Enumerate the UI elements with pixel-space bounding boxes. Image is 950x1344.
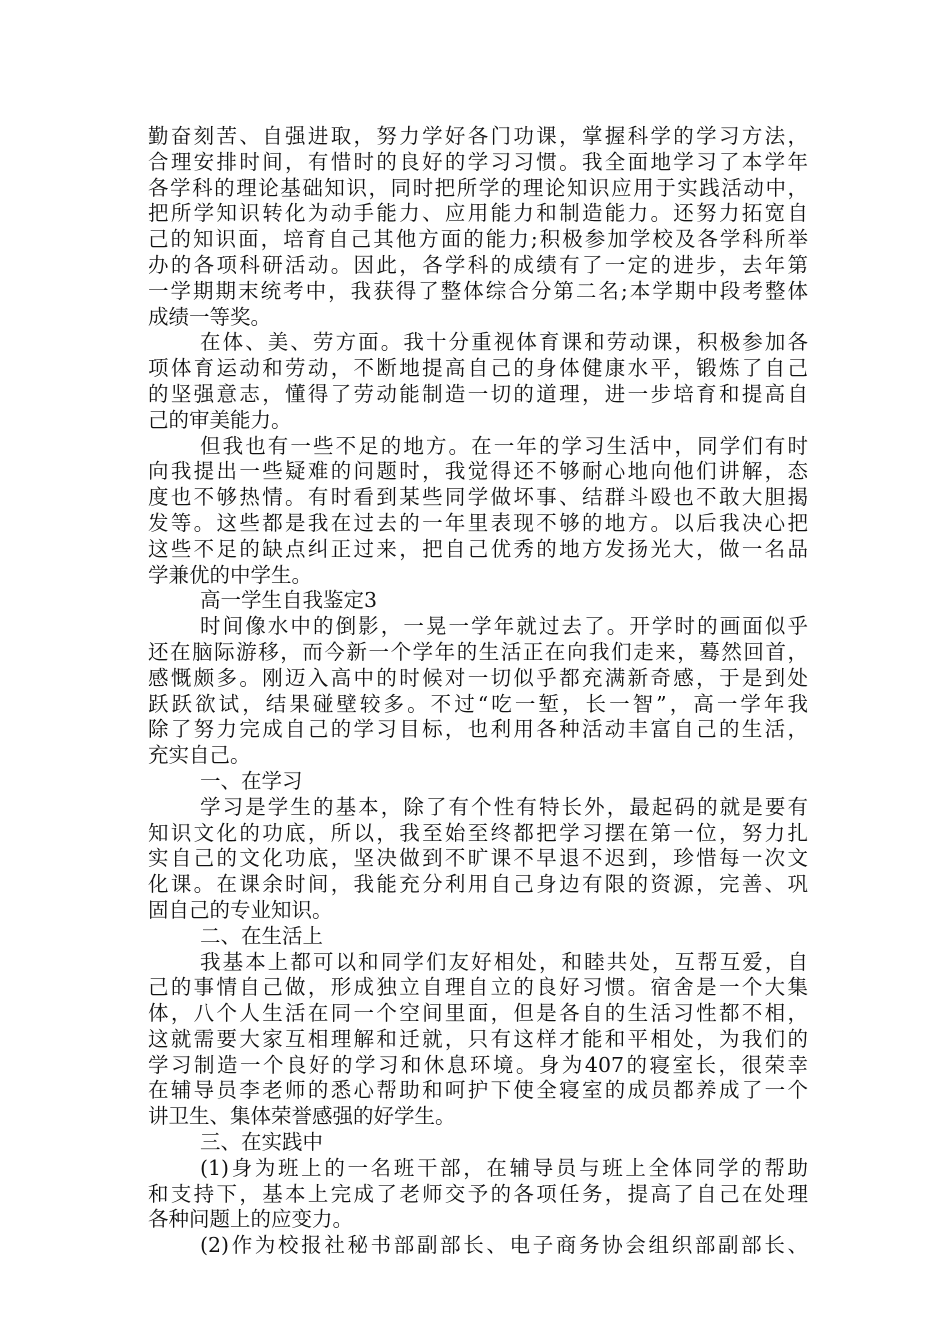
- text-line: 己的事情自己做，形成独立自理自立的良好习惯。宿舍是一个大集: [148, 975, 808, 1000]
- text-line: 向我提出一些疑难的问题时，我觉得还不够耐心地向他们讲解，态: [148, 459, 808, 484]
- text-line: 一学期期末统考中，我获得了整体综合分第二名;本学期中段考整体: [148, 278, 808, 303]
- text-line: 三、在实践中: [200, 1130, 323, 1155]
- text-line: 除了努力完成自己的学习目标，也利用各种活动丰富自己的生活，: [148, 717, 808, 742]
- text-line: 在体、美、劳方面。我十分重视体育课和劳动课，积极参加各: [200, 330, 808, 355]
- text-line: 度也不够热情。有时看到某些同学做坏事、结群斗殴也不敢大胆揭: [148, 485, 808, 510]
- text-line: 知识文化的功底，所以，我至始至终都把学习摆在第一位，努力扎: [148, 820, 808, 845]
- text-line: 二、在生活上: [200, 923, 323, 948]
- text-line: 把所学知识转化为动手能力、应用能力和制造能力。还努力拓宽自: [148, 201, 808, 226]
- text-line: 各种问题上的应变力。: [148, 1207, 353, 1232]
- text-line: 发等。这些都是我在过去的一年里表现不够的地方。以后我决心把: [148, 510, 808, 535]
- text-line: 感慨颇多。刚迈入高中的时候对一切似乎都充满新奇感，于是到处: [148, 665, 808, 690]
- text-line: 讲卫生、集体荣誉感强的好学生。: [148, 1104, 456, 1129]
- text-line: 跃跃欲试，结果碰壁较多。不过“吃一堑，长一智”，高一学年我: [148, 691, 808, 716]
- text-line: 固自己的专业知识。: [148, 897, 333, 922]
- text-line: 学习制造一个良好的学习和休息环境。身为407的寝室长，很荣幸: [148, 1052, 808, 1077]
- text-line: 在辅导员李老师的悉心帮助和呵护下使全寝室的成员都养成了一个: [148, 1078, 808, 1103]
- text-line: 己的知识面，培育自己其他方面的能力;积极参加学校及各学科所举: [148, 227, 808, 252]
- text-line: 学兼优的中学生。: [148, 562, 312, 587]
- text-line: 成绩一等奖。: [148, 304, 271, 329]
- text-line: (1)身为班上的一名班干部，在辅导员与班上全体同学的帮助: [200, 1155, 808, 1180]
- text-line: 我基本上都可以和同学们友好相处，和睦共处，互帮互爱，自: [200, 949, 808, 974]
- text-line: 合理安排时间，有惜时的良好的学习习惯。我全面地学习了本学年: [148, 149, 808, 174]
- text-line: 项体育运动和劳动，不断地提高自己的身体健康水平，锻炼了自己: [148, 356, 808, 381]
- text-line: 和支持下，基本上完成了老师交予的各项任务，提高了自己在处理: [148, 1181, 808, 1206]
- text-line: 己的审美能力。: [148, 407, 292, 432]
- text-line: 实自己的文化功底，坚决做到不旷课不早退不迟到，珍惜每一次文: [148, 846, 808, 871]
- text-line: 充实自己。: [148, 743, 251, 768]
- text-line: 化课。在课余时间，我能充分利用自己身边有限的资源，完善、巩: [148, 872, 808, 897]
- text-line: 勤奋刻苦、自强进取，努力学好各门功课，掌握科学的学习方法，: [148, 124, 808, 148]
- text-line: 各学科的理论基础知识，同时把所学的理论知识应用于实践活动中，: [148, 175, 808, 200]
- text-line: 这就需要大家互相理解和迁就，只有这样才能和平相处，为我们的: [148, 1026, 808, 1051]
- text-line: 一、在学习: [200, 768, 303, 793]
- text-line: 这些不足的缺点纠正过来，把自己优秀的地方发扬光大，做一名品: [148, 536, 808, 561]
- text-line: 还在脑际游移，而今新一个学年的生活正在向我们走来，蓦然回首，: [148, 639, 808, 664]
- text-line: 办的各项科研活动。因此，各学科的成绩有了一定的进步，去年第: [148, 252, 808, 277]
- text-line: 但我也有一些不足的地方。在一年的学习生活中，同学们有时: [200, 433, 808, 458]
- document-body: [148, 124, 808, 1259]
- text-line: 的坚强意志，懂得了劳动能制造一切的道理，进一步培育和提高自: [148, 381, 808, 406]
- text-line: 体，八个人生活在同一个空间里面，但是各自的生活习性都不相，: [148, 1001, 808, 1026]
- text-line: 高一学生自我鉴定3: [200, 588, 378, 613]
- text-line: 学习是学生的基本，除了有个性有特长外，最起码的就是要有: [200, 794, 808, 819]
- text-line: 时间像水中的倒影，一晃一学年就过去了。开学时的画面似乎: [200, 614, 808, 639]
- text-line: (2)作为校报社秘书部副部长、电子商务协会组织部副部长、: [200, 1233, 808, 1258]
